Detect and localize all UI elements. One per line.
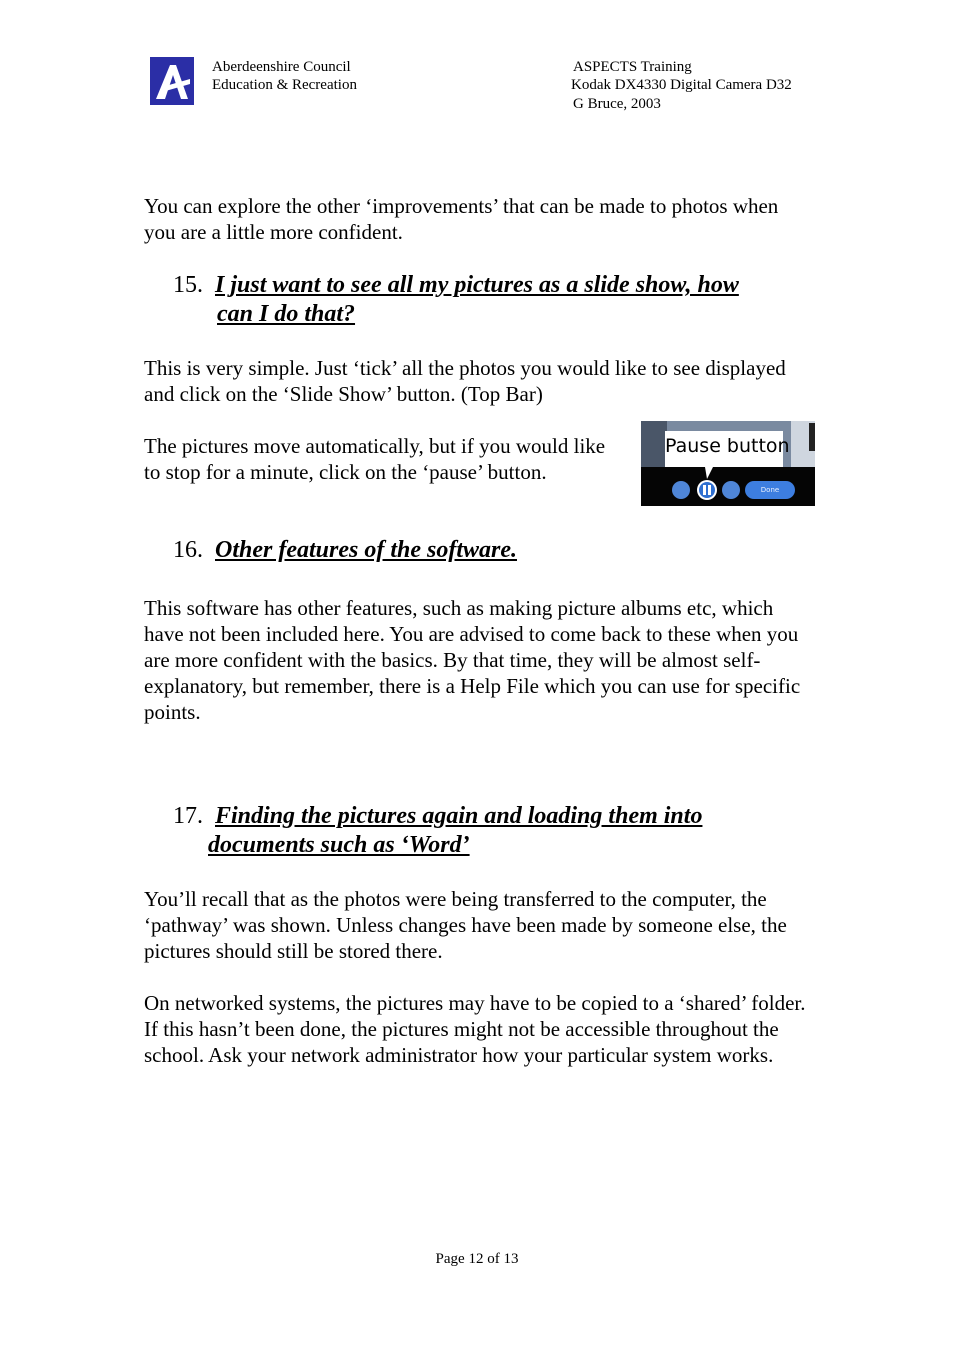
section-17-para-2: On networked systems, the pictures may have to be copied to a ‘shared’ folder. If this hasn’t been done, the pictures might not be accessible throughout the school. Ask your network administrator how your particular system works.: [144, 991, 806, 1067]
section-title-cont: documents such as ‘Word’: [208, 832, 470, 858]
section-17-heading: [173, 802, 702, 831]
done-button: Done: [760, 486, 780, 494]
org-department: Education & Recreation: [212, 77, 357, 93]
section-15-heading-cont: [217, 300, 355, 329]
section-17-heading-cont: [208, 831, 470, 860]
section-number: 17.: [173, 803, 203, 829]
section-15-para-2: The pictures move automatically, but if you would like to stop for a minute, click on the ‘pause’ button.: [144, 434, 606, 484]
slideshow-screenshot: [641, 421, 815, 506]
org-name: Aberdeenshire Council: [212, 59, 351, 75]
doc-title: Kodak DX4330 Digital Camera D32: [571, 77, 792, 93]
section-number: 15.: [173, 272, 203, 298]
section-16-para-1: This software has other features, such as making picture albums etc, which have not been included here. You are advised to come back to these when you are more confident with the basics. By that time, they will be almost self-explanatory, but remember, there is a Help File which you can use for specific points.: [144, 596, 801, 724]
doc-series: ASPECTS Training: [573, 59, 692, 75]
section-number: 16.: [173, 537, 203, 563]
section-title-cont: can I do that?: [217, 301, 356, 327]
aberdeenshire-logo-icon: [150, 57, 194, 105]
pause-icon: [699, 482, 715, 498]
intro-paragraph: You can explore the other ‘improvements’ that can be made to photos when you are a little more confident.: [144, 194, 779, 244]
page-number: Page 12 of 13: [435, 1251, 519, 1267]
pause-button-callout: Pause button: [665, 435, 790, 457]
section-17-para-1: You’ll recall that as the photos were being transferred to the computer, the ‘pathway’ was shown. Unless changes have been made by someone else, the pictures should still be stored there.: [144, 887, 787, 963]
council-logo: [150, 57, 194, 105]
doc-author: G Bruce, 2003: [573, 96, 661, 112]
section-15-para-1: This is very simple. Just ‘tick’ all the photos you would like to see displayed and click on the ‘Slide Show’ button. (Top Bar): [144, 356, 786, 406]
section-title: Finding the pictures again and loading them into: [215, 803, 703, 829]
section-15-heading: [173, 271, 739, 300]
section-16-heading: [173, 536, 517, 565]
section-title: I just want to see all my pictures as a slide show, how: [215, 272, 739, 298]
section-title: Other features of the software.: [215, 537, 517, 563]
